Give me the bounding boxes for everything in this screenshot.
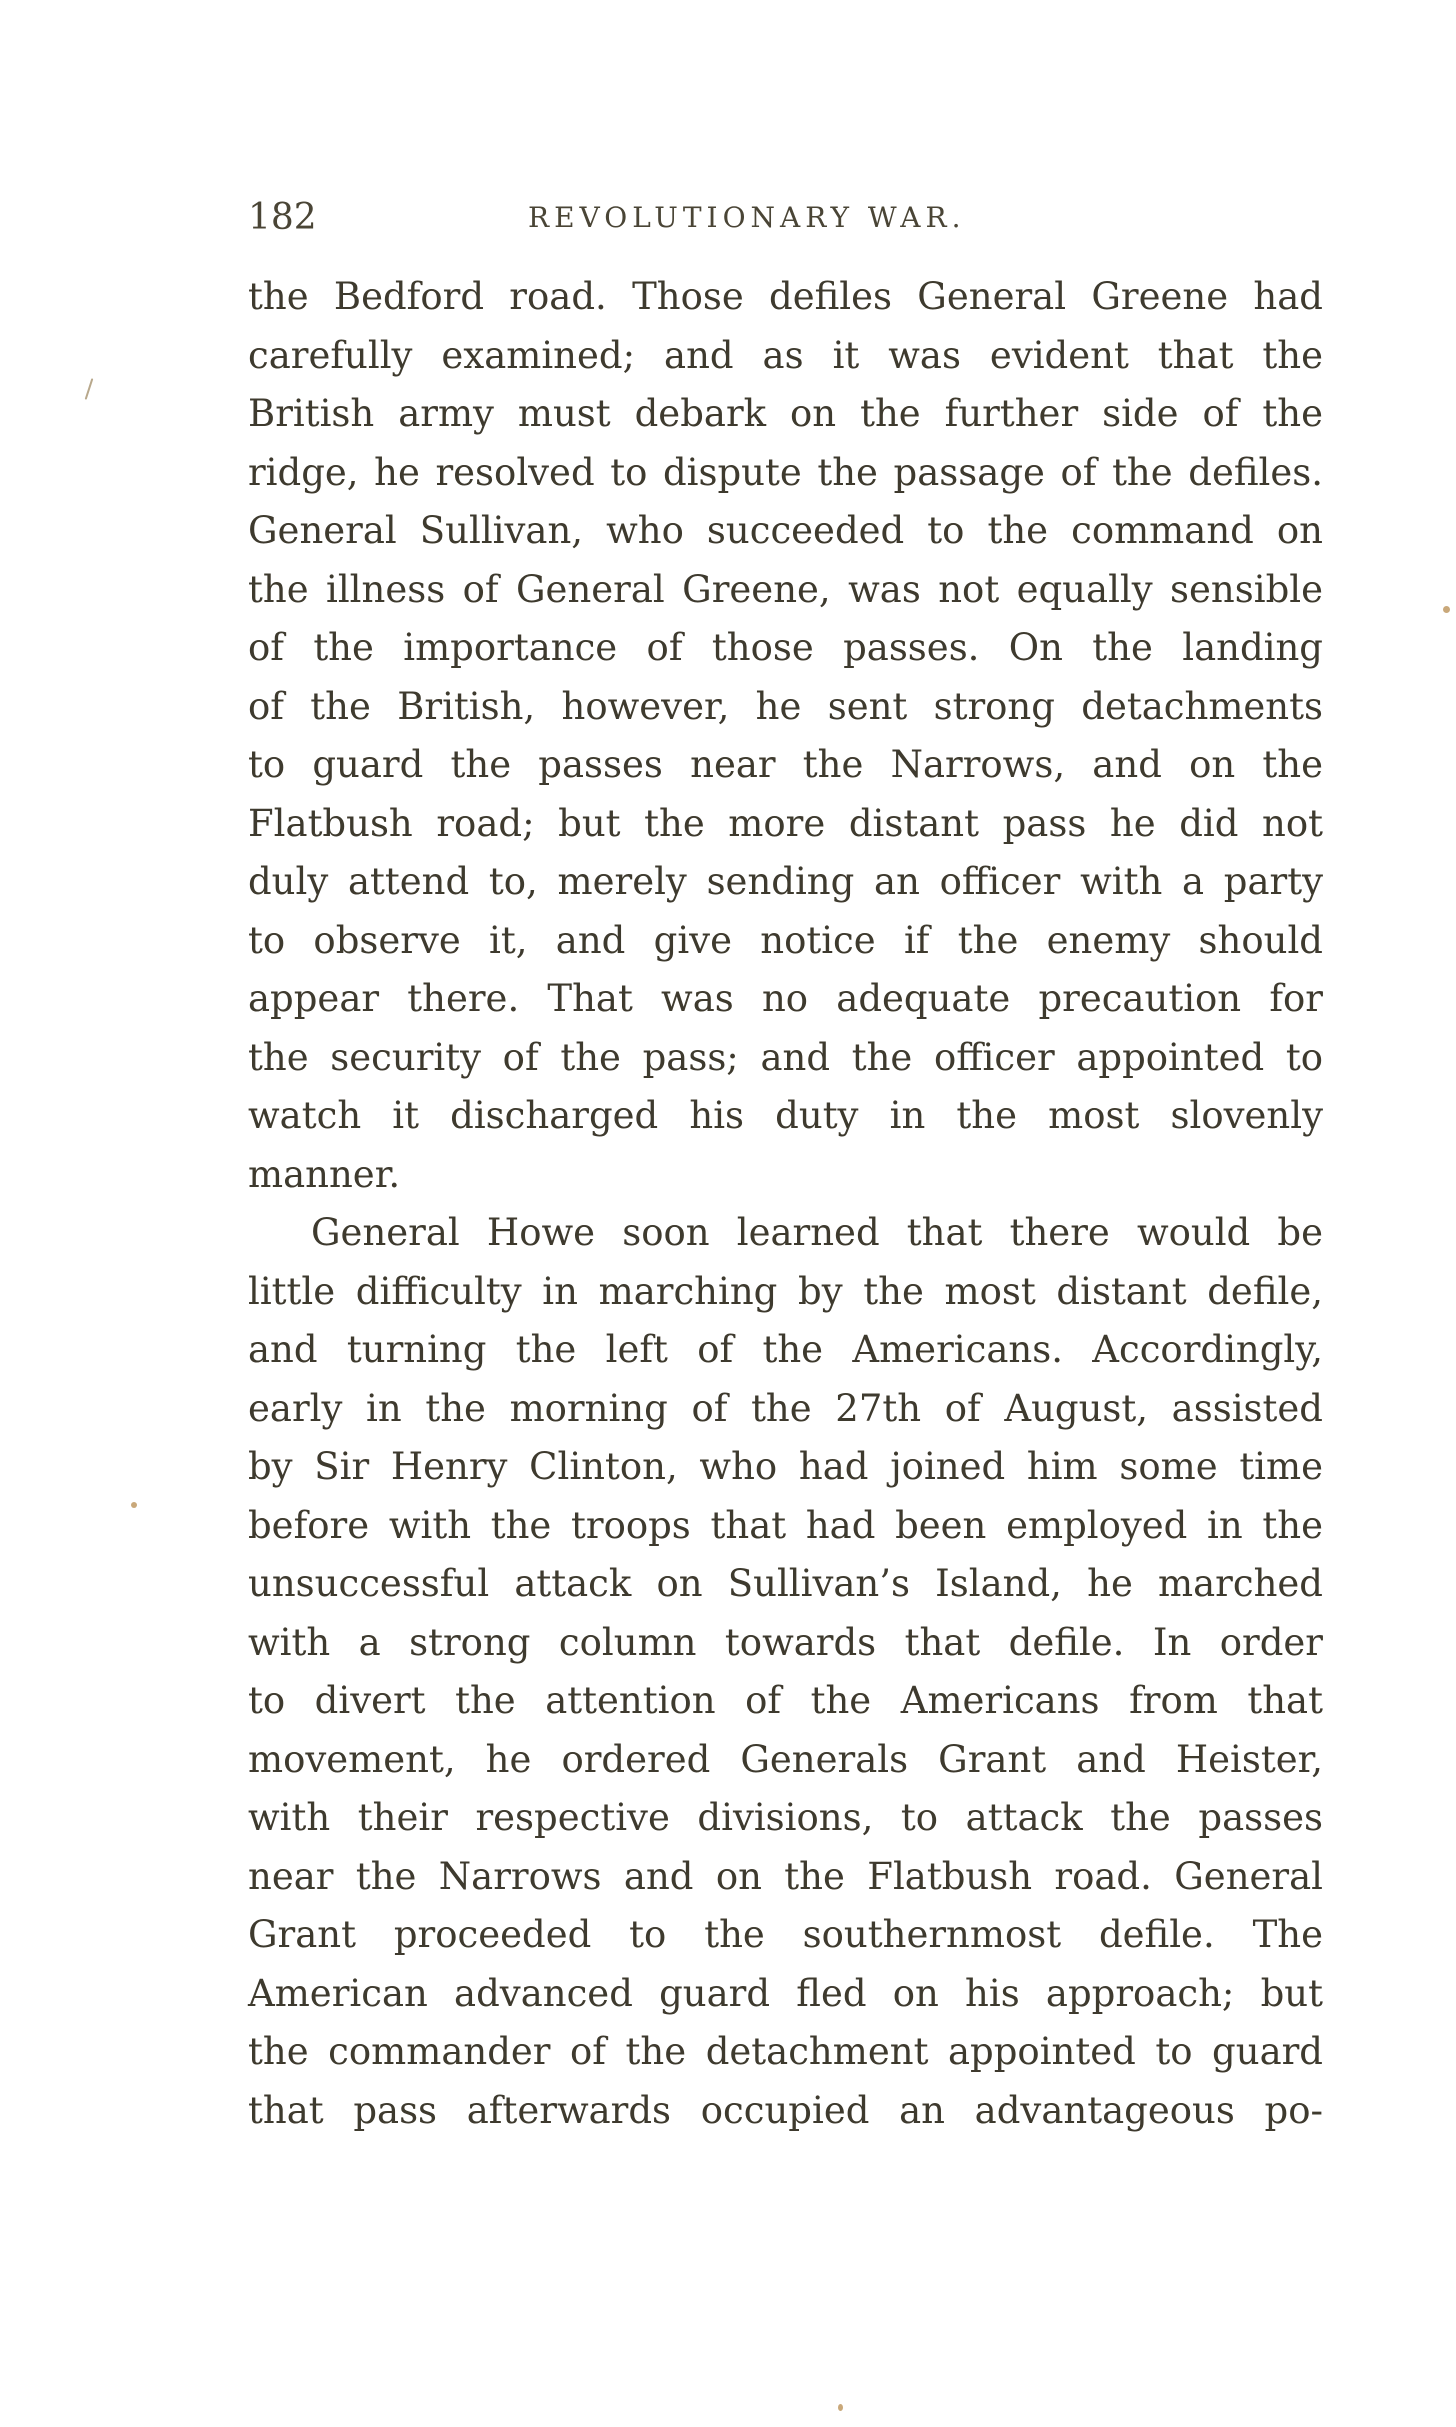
text-line: General Sullivan, who succeeded to the command on (248, 509, 1323, 552)
text-line: General Howe soon learned that there would be (311, 1211, 1323, 1254)
text-line: watch it discharged his duty in the most slovenly (248, 1094, 1323, 1137)
text-line: appear there. That was no adequate precaution for (248, 977, 1323, 1020)
paper-speck (838, 2404, 843, 2411)
text-line: movement, he ordered Generals Grant and Heister, (248, 1737, 1323, 1781)
page-number: 182 (248, 197, 317, 238)
paper-speck (1443, 606, 1450, 613)
text-line: and turning the left of the Americans. Accordingly, (248, 1328, 1323, 1371)
text-line: to guard the passes near the Narrows, and on the (248, 743, 1323, 786)
text-line: little difficulty in marching by the most distant defile, (248, 1269, 1323, 1313)
text-line: to observe it, and give notice if the enemy should (248, 918, 1323, 962)
text-line: early in the morning of the 27th of August, assisted (248, 1386, 1323, 1430)
text-line: of the British, however, he sent strong detachments (248, 684, 1323, 728)
text-line: manner. (248, 1152, 401, 1196)
text-line: to divert the attention of the Americans from that (248, 1679, 1323, 1722)
paper-speck (85, 378, 94, 400)
running-head (248, 192, 1323, 244)
text-line: before with the troops that had been employed in the (248, 1503, 1323, 1547)
text-line: the illness of General Greene, was not equally sensible (248, 567, 1323, 611)
text-line: near the Narrows and on the Flatbush road. General (248, 1854, 1323, 1898)
text-line: by Sir Henry Clinton, who had joined him some time (248, 1445, 1323, 1488)
text-line: with their respective divisions, to attack the passes (248, 1796, 1323, 1839)
text-line: the security of the pass; and the officer appointed to (248, 1035, 1323, 1079)
text-line: ridge, he resolved to dispute the passage of the defiles. (248, 450, 1323, 494)
text-line: unsuccessful attack on Sullivan’s Island, he marched (248, 1562, 1323, 1605)
paragraph (248, 1204, 1323, 2140)
text-line: of the importance of those passes. On the landing (248, 626, 1323, 669)
text-line: with a strong column towards that defile. In order (248, 1620, 1323, 1664)
text-line: Flatbush road; but the more distant pass he did not (248, 801, 1323, 845)
running-title: REVOLUTIONARY WAR. (528, 201, 966, 234)
text-line: that pass afterwards occupied an advantageous po- (248, 2088, 1323, 2132)
text-line: Grant proceeded to the southernmost defile. The (248, 1913, 1323, 1956)
text-line: American advanced guard fled on his approach; but (248, 1971, 1323, 2015)
text-line: the commander of the detachment appointed to guard (248, 2030, 1323, 2073)
paragraph (248, 268, 1323, 1204)
text-line: the Bedford road. Those defiles General Greene had (248, 275, 1323, 318)
text-line: carefully examined; and as it was evident that the (248, 333, 1323, 377)
text-line: British army must debark on the further side of the (248, 392, 1323, 435)
paper-speck (131, 1502, 137, 1508)
text-line: duly attend to, merely sending an officer with a party (248, 860, 1323, 903)
body-text (248, 268, 1323, 2140)
